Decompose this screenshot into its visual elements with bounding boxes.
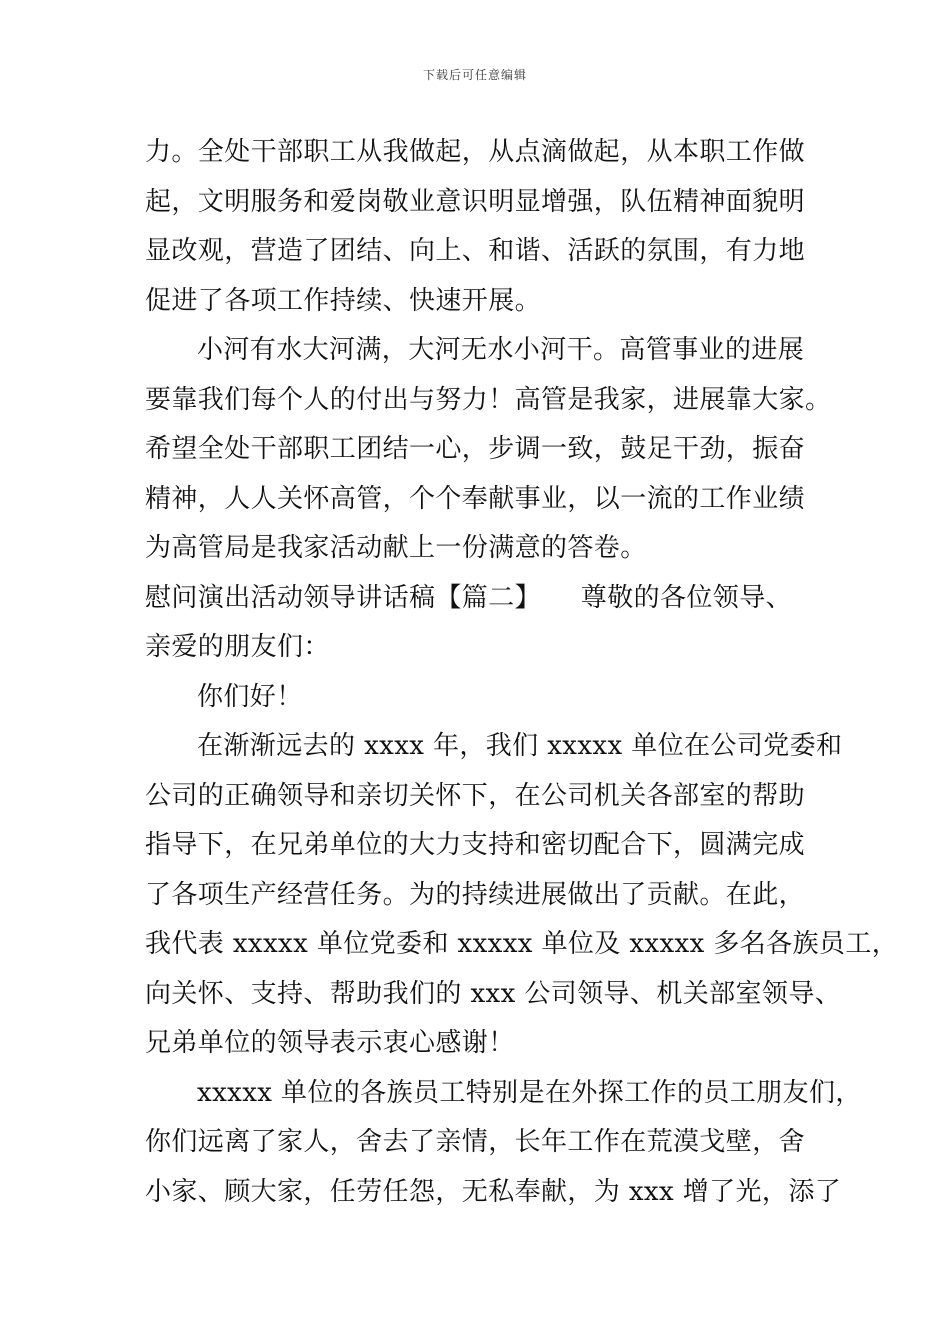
text-line: 要靠我们每个人的付出与努力！高管是我家，进展靠大家。 xyxy=(145,384,832,415)
text-line: 我代表 xxxxx 单位党委和 xxxxx 单位及 xxxxx 多名各族员工， xyxy=(145,929,899,959)
text-line: 在渐渐远去的 xxxx 年，我们 xxxxx 单位在公司党委和 xyxy=(197,731,843,761)
text-line: 公司的正确领导和亲切关怀下，在公司机关各部室的帮助 xyxy=(145,780,806,811)
text-line: 希望全处干部职工团结一心，步调一致，鼓足干劲，振奋 xyxy=(145,434,806,464)
text-line: 你们好！ xyxy=(197,681,303,712)
document-body xyxy=(145,128,899,1217)
text-line: 兄弟单位的领导表示衷心感谢！ xyxy=(145,1028,515,1058)
text-line: 了各项生产经营任务。为的持续进展做出了贡献。在此， xyxy=(145,879,806,910)
text-line: 慰问演出活动领导讲话稿【篇二】 尊敬的各位领导、 xyxy=(145,582,793,613)
text-line: 促进了各项工作持续、快速开展。 xyxy=(145,285,542,316)
text-line: 亲爱的朋友们： xyxy=(145,632,330,662)
text-line: 显改观，营造了团结、向上、和谐、活跃的氛围，有力地 xyxy=(145,236,806,266)
text-line: 起，文明服务和爱岗敬业意识明显增强，队伍精神面貌明 xyxy=(145,186,806,217)
text-line: 小家、顾大家，任劳任怨，无私奉献，为 xxx 增了光，添了 xyxy=(145,1176,842,1207)
text-line: 你们远离了家人，舍去了亲情，长年工作在荒漠戈壁，舍 xyxy=(145,1127,806,1157)
text-line: 小河有水大河满，大河无水小河干。高管事业的进展 xyxy=(197,335,805,365)
text-line: 指导下，在兄弟单位的大力支持和密切配合下，圆满完成 xyxy=(145,830,806,860)
text-line: xxxxx 单位的各族员工特别是在外探工作的员工朋友们， xyxy=(197,1077,862,1108)
page-header-note: 下载后可任意编辑 xyxy=(422,68,527,82)
text-line: 精神，人人关怀高管，个个奉献事业，以一流的工作业绩 xyxy=(145,483,806,514)
text-line: 为高管局是我家活动献上一份满意的答卷。 xyxy=(145,533,647,563)
text-line: 向关怀、支持、帮助我们的 xxx 公司领导、机关部室领导、 xyxy=(145,978,842,1009)
text-line: 力。全处干部职工从我做起，从点滴做起，从本职工作做 xyxy=(145,137,806,167)
